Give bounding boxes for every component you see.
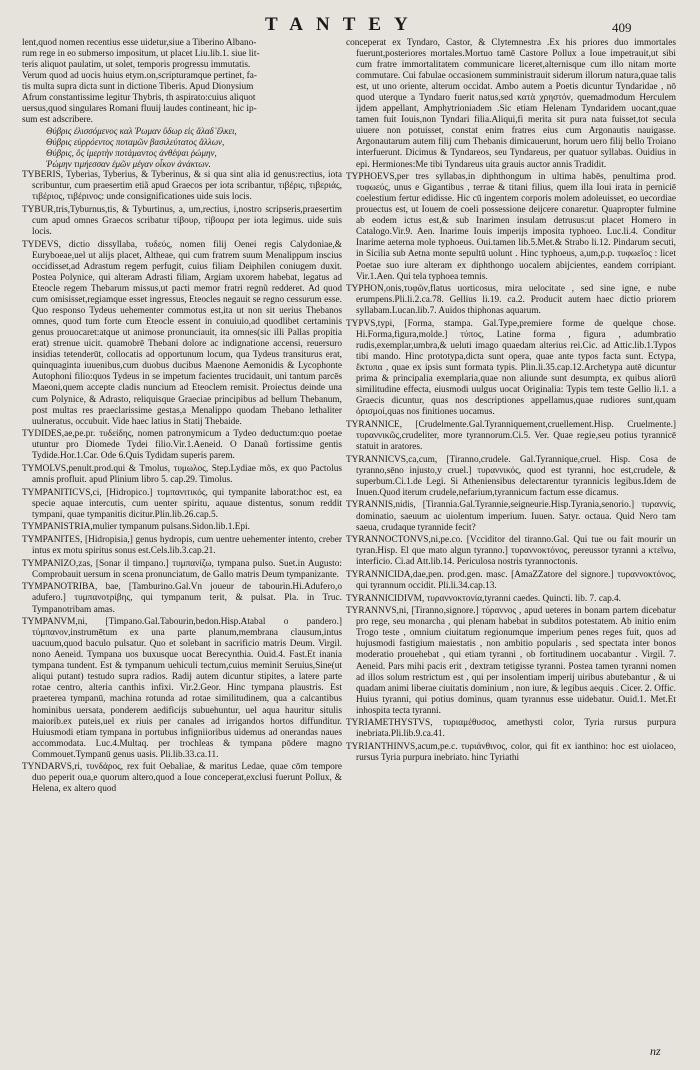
text-line: uersus,quod singulares Romani fluuij laudes contineant, hic ip- (22, 104, 257, 115)
dictionary-entry: TYDIDES,aе,pe.pr. τυδείδης, nomen patronymicum a Tydeo deductum:quo poetae utuntur pro Diomede Tydei filio.Vir.1.Aeneid. O Danaũ fortissime gentis Tydide.Hor.1.Car. Ode 6.Quis Tydidam superis parem. (22, 429, 342, 462)
dictionary-entry: TYRIANTHINVS,acum,pe.c. τυριάνθινος, color, qui fit ex ianthino: hoc est uiolaceo, rursus Tyria purpura inebriato. hinc Tyriathi (346, 742, 676, 764)
dictionary-entry: TYMPANIZO,zas, [Sonar il timpano.] τυμπανίζω, tympana pulso. Suet.in Augusto: Comprobauit uersum in scena pronunciatum, de Gallo matris Deum tympanizante. (22, 558, 342, 580)
quote-line: Θύβρις, ὃς ἱμερτὴν ποτάμαντος ἀνθέψαι ῥώμην, (46, 148, 217, 159)
quote-line: Θύβρις ἐλισσόμενος καλ Ῥωμαν ὕδωρ εἰς ἅλαδ᾽ἕλκει, (46, 126, 237, 137)
dictionary-entry: TYDEVS, dictio dissyllaba, τυδεύς, nomen filij Oenei regis Calydoniae,& Euryboeae,uel ut alijs placet, Altheae, qui cum fratrem suum Menalippum inscius occidisset,ad Adrastum regem perfugit, cuius filiam Deiphilen coniugem duxit. Postea Polynice, qui alteram Adrasti filiam, Argiam uxorem habebat, legatus ad Eteocle regem Thebarum missus,ut pacti memor fratri regnũ redderet. Ad quod cum omisisset,regiamque esset ingressus, Eteocles negauit se regno cessurum esse. Quo responso Tydeus uehementer commotus est,ita ut non sit uerius Thebanos omnes, quod tum forte cum Eteocle essent in conuiuio,ad quodlibet certaminis genus prouocaret:atque ut animose pronunciauit, ita omnes(sic illi Pallas propitia erat) strenue uicit. quamobrē Thebani dolore ac indignatione accensi, reuersuro insidias tetenderūt, collocatis ad opportunum locum, qua Tydeus transiturus erat, quinquaginta iuuenibus,cum duobus ducibus Maenone Aemonidis & Lycophonte Autophoni filio:quos Tydeus in se impetum facientes trucidauit, uni tantum parcēs Maeoni,quem accepte cladis nuncium ad Eteoclem remisit. Proiectus deinde una cum Polynice, & Adrasto, reliquisque Graeciae principibus ad bellum Thebanum, post multas res praeclarissime gestas,a Menalippo quodam Thebano lethaliter uulneratus, occubuit. Vide haec latius in Statij Thebaide. (22, 239, 342, 427)
dictionary-entry: TYRANNIS,nidis, [Tirannia.Gal.Tyrannie,seigneurie.Hisp.Tyrania,senorio.] τυραννίς, dominatio, saeuum ac uiolentum imperium. Iuuen. Satyr. octaua. Quid Nero tam saeua, crudaque tyrannide fecit? (346, 500, 676, 533)
quote-line: Θύβρις εὐρρόεντος ποταμῶν βασιλεύτατος ἄλλων, (46, 137, 225, 148)
right-entries (346, 38, 676, 764)
dictionary-entry: TYMPANISTRIA,mulier tympanum pulsans.Sidon.lib.1.Epi. (22, 522, 250, 533)
left-entries (22, 170, 342, 795)
dictionary-entry: TYPHOEVS,per tres syllabas,in diphthongum in ultima habēs, penultima prod. τυφωεύς, unus e Gigantibus , terrae & titani filius, quem illa Ioui irata in perniciē coelestium fertur edidisse. Hic cū ingentem corporis molem adoleuisset, eo uecordiae prouectus est, ut Iouem de coeli possessione deijcere conaretur. Quapropter fulmine ab eodem ictus est,& sub Inarimen insulam detrusus:ut placet Homero in Catalogo.Vir.9. Aen. Inarime Iouis imperijs imposita typhoeo. Luc.li.4. Conditur Inarime aeterna mole typhoeus. Oui.tamen lib.5.Met.& Strabo li.12. Pindarum secuti, in Sicilia sub Aetna monte sepultū uolunt . Hinc typhoeus, a,um,p.p. τυφωεῖος : licet Poetae suo iure alteram ex diphthongo uocalem abijcientes, eandem corripiant. Vir.1.Aen. Qui tela typhoea temnis. (346, 172, 676, 282)
text-line: sum est adscribere. (22, 115, 93, 126)
text-line: rum rege in eo submerso impositum, ut placet Liu.lib.1. siue lit- (22, 49, 260, 60)
dictionary-entry: TYRANNVS,ni, [Tiranno,signore.] τύραννος , apud ueteres in bonam partem dicebatur pro rege, seu monarcha , qui plenam habebat in subditos potestatem. Ab initio enim Trogo teste , omnium ciuitatum regionumque imperium penes reges fuit, quos ad hujusmodi fastigium maiestatis , non ambitio popularis , sed spectata inter bonos moderatio prouehebat , qui etiam tyranni , ob fortitudinem uocabantur . Virgil. 7. Aeneid. Pars mihi pacis erit , dextram tetigisse tyranni. Postea tamen tyranni nomen ad illos solum restrictum est , qui per insolentiam imperij uiribus abutebantur , & ui quadam animi liberae ciuitatis dominium , non iure, & legibus aequis . Cicer. 2. Offic. Huius tyranni, qui potius dominus, quam tyrannus esse uidebatur. Ouid.1. Met.Et inhospita tecta tyranni. (346, 606, 676, 716)
dictionary-entry: TYRANNICIDIVM, τυραννοκτονία,tyranni caedes. Quincti. lib. 7. cap.4. (346, 593, 622, 604)
running-head: TANTEY (265, 14, 421, 35)
greek-quotation (22, 126, 342, 170)
dictionary-entry: conceperat ex Tyndaro, Castor, & Clytemnestra .Ex his priores duo immortales fuerunt,posteriores mortales.Mortuo tamē Castore Pollux a Ioue impetrauit,ut sibi cum fratre immortalitatem communicare liceret,alternisque cum illo nitam morte commutare. Cui fabulae occasionem sumministrauit siderum illorum natura,quae talis est, ut uno oriente, alterum occidat. Ambo autem a Poetis dicuntur Tyndaridae , nō quod uterque a Tyndaro fuerit natus,sed κατὰ χρηστόν, quemadmodum Herculem ijdem appellant, Amphytrioniadem .Sic etiam Helenam Tyndaridem uocant,quae tamen fuit Iouis,non Tyndari filia.Aliqui,fi merita sit pura nata fuisset,tot secula uiuere non potuisset, constat enim fratres eius cum Argonautis nauigasse. Argonautarum autem filij cum Thebanis dimicauerunt, horum uero filij bello Troiano interfuerunt. Dicimus & Tyndareos, seu Tyndareus, per quatuor syllabas. Ouidius in epi. Hermiones:Me tibi Tyndareus uita grauis auctor annis Tradidit. (346, 38, 676, 170)
text-line: teris aliquot paulatim, ut solet, temporis progressu immutatis. (22, 60, 251, 71)
dictionary-entry: TYPHON,onis,τυφῶν,flatus uorticosus, mira uelocitate , sed sine igne, e nube erumpens.Pli.li.2.ca.78. Gellius li.19. ca.2. Producit autem haec dictio priorem syllabam.Lucan.lib.7. Auidos thiphonas aquarum. (346, 284, 676, 317)
text-line: Afrum constantissime legitur Thybris, th aspirato:cuius aliquot (22, 93, 256, 104)
dictionary-entry: TYMPANOTRIBA, bae, [Tamburino.Gal.Vn joueur de tabourin.Hi.Adufero,o adufero.] τυμπανοτρίβης, qui tympanum terit, & pulsat. Pla. in Truc. Tympanotribam amas. (22, 582, 342, 615)
dictionary-entry: TYBUR,tris,Tyburnus,tis, & Tyburtinus, a, um,rectius, i,nostro scripseris,praesertim cum apud omnes Graecos scribatur τίβουρ, τίβουρα per iota legimus. uide suis locis. (22, 205, 342, 238)
dictionary-entry: TYPVS,typi, [Forma, stampa. Gal.Type,premiere forme de quelque chose. Hi.Forma,figura,molde.] τύπος, Latine forma , figura , adumbratio rudis,exemplar,umbra,& ueluti imago quaedam alterius rei.Cic. ad Attic.lib.1.Typos tibi mando. Hinc prototypa,dicta sunt opera, quae ante typos facta sunt. Ectypa, ἔκτυπα , quae ex ipsis sunt formata typis. Plin.li.35.cap.12.Archetypa autē dicuntur prima & principalia exemplaria,quae non aliunde sunt desumpta, ex quibus aliorū similitudine effecta, eiusmodi uulgus uocat Originalia: Typis tem teste Gellio li.1. a Graecis dicuntur, quas nos descriptiones appellamus,quae rudiores sunt,quam ὁρισμοί,quas nos finitiones uocamus. (346, 318, 676, 418)
dictionary-entry: TYMOLVS,penult.prod.qui & Tmolus, τυμωλος, Step.Lydiae mõs, ex quo Pactolus amnis profluit. apud Plinium libro 5. cap.29. Timolus. (22, 463, 342, 486)
page-header (0, 14, 700, 40)
text-line: Verum quod ad uocis huius etym.on,scripturamque pertinet, fa- (22, 71, 257, 82)
catchword: nz (650, 1044, 661, 1058)
text-line: tis multa supra dicta sunt in dictione Tiberis. Apud Dionysium (22, 82, 254, 93)
text-line: lent,quod nomen recentius esse uidetur,siue a Tiberino Albano- (22, 38, 257, 48)
dictionary-entry: TYBERIS, Tyberias, Tyberius, & Tyberinus, & si qua sint alia id genus:rectius, iota scribuntur, cum praesertim etiã apud Graecos per iota scribantur, τιβέρις, τιβεριάς, τιβέριος, τιβέρινος: unde consignificationes uide suis locis. (22, 170, 342, 203)
quote-line: Ῥώμην τιμήεσσαν ἐμῶν μέγαν οἶκον ἀνάκτων. (46, 159, 211, 170)
left-column (22, 38, 342, 1046)
dictionary-entry: TYRANNICIDA,dae,pen. prod.gen. masc. [AmaZZatore del signore.] τυραννοκτόνος, qui tyrannum occidit. Pli.li.34.cap.13. (346, 569, 676, 591)
page-number: 409 (612, 20, 632, 35)
dictionary-entry: TYRIAMETHYSTVS, τυριαμέθυσος, amethysti color, Tyria rursus purpura inebriata.Pli.lib.9.ca.41. (346, 718, 676, 740)
opening-paragraph (22, 38, 342, 126)
right-column (346, 38, 676, 1046)
dictionary-entry: TYRANNOCTONVS,ni,pe.co. [Vcciditor del tiranno.Gal. Qui tue ou fait mourir un tyran.Hisp. El que mato algun tyranno.] τυραννοκτόνος, pereussor tyranni a κτεῖνω, interficio. Ci.ad Att.lib.14. Periculosa nostris tyrannoctonis. (346, 535, 676, 568)
dictionary-entry: TYRANNICE, [Crudelmente.Gal.Tyranniquement,cruellement.Hisp. Cruelmente.] τυραννικῶς,crudeliter, more tyrannorum.Ci.5. Ver. Quae regie,seu potius tyrannicē statuit in aratores. (346, 419, 676, 453)
dictionary-entry: TYNDARVS,ri, τυνδάρος, rex fuit Oebaliae, & maritus Ledae, quae cōm tempore duo peperit oua,e quorum altero,quod a Ioue conceperat,exclusi fuerunt Pollux, & Helena, ex altero quod (22, 762, 342, 795)
dictionary-entry: TYRANNICVS,ca,cum, [Tiranno,crudele. Gal.Tyrannique,cruel. Hisp. Cosa de tyranno,sēno injusto,y cruel.] τυραννικός, quod est tyranni, hoc est,crudele, & superbum.Ci.1.de Legi. Si Atheniensibus delectarentur tyrannicis legibus.Idem de Inuen.Quod iterum crudele,nefarium,tyrannicum factum esse dicamus. (346, 454, 676, 498)
dictionary-entry: TYMPANITICVS,ci, [Hidropico.] τυμπανιτικός, qui tympanite laborat:hoc est, ea specie aquae intercutis, cum uenter spiritu, aquaue distentus, sonum reddit tympani, quae tympanitis dicitur.Plin.lib.26.cap.5. (22, 487, 342, 520)
dictionary-entry: TYMPANITES, [Hidropisia,] genus hydropis, cum uentre uehementer intento, creber intus ex motu spiritus sonus est.Cels.lib.3.cap.21. (22, 535, 342, 557)
dictionary-entry: TYMPANVM,ni, [Timpano.Gal.Tabourin,bedon.Hisp.Atabal o pandero.] τύμπανον,instrumētum ex una parte planum,membrana clausum,intus uacuum,quod baculo pulsatur. Quo et solebant in sacrificio matris Deum. Virgil. nono Aeneid. Tympana uos buxusque uocat Berecynthia. Ouid.4. Fast.Et inania tympana tundent. Est & tympanum uehiculi tectum,cuius meminit Seruius,Sine(ut aliqui putant) testudo supra radios. Radij autem dicuntur stipites, a latere parte rotae centro, alteria canthis infixi. Vir.2.Geor. Hinc tympana plaustris. Est praeterea tympanū, machina rotunda ad rotae similitudinem, qua a calcantibus hominibus uersata, ponderem aedificijs subuehuntur, uel aqua hauritur situlis maiorib.ex puteis,uel ex riuis per canales ad irrigandos hortos diffunditur. Huiusmodi etiam tympana in portubus infigniioribus uidemus ad onerandas naues accommodata. Luc.4.Multaq. per trochleas & tympana pōdere magno Commouet.Tympanū genus uasis. Pli.lib.33.ca.11. (22, 617, 342, 760)
